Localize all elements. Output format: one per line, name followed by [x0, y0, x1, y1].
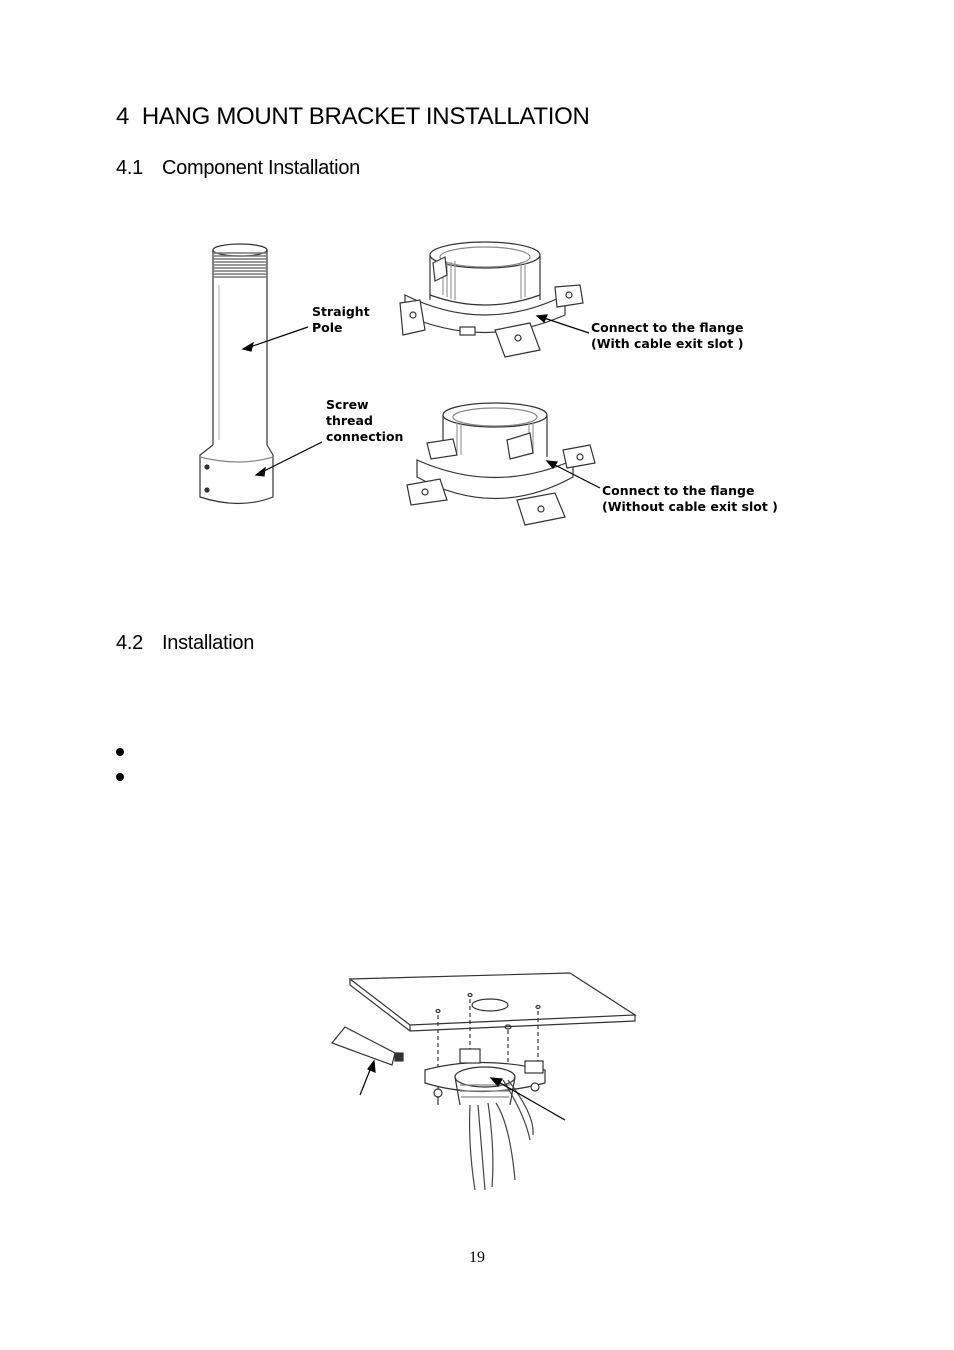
- section-title: Installation: [162, 632, 255, 654]
- glue-tube-drawing: [332, 1027, 403, 1065]
- flange-noslot-label: Connect to the flange (Without cable exit slot ): [602, 483, 778, 514]
- chapter-number: 4: [116, 103, 130, 130]
- installation-figure: [320, 965, 650, 1195]
- chapter-heading: [116, 103, 589, 131]
- section-title: Component Installation: [162, 157, 360, 179]
- flange-slot-label: Connect to the flange (With cable exit slot ): [591, 320, 744, 351]
- flange-with-slot-drawing: [400, 242, 583, 357]
- chapter-title: HANG MOUNT BRACKET INSTALLATION: [141, 103, 590, 130]
- section-number: 4.1: [116, 157, 143, 179]
- bullet-point: [116, 773, 124, 781]
- flange-without-slot-drawing: [407, 403, 595, 525]
- section-heading-installation: [116, 632, 254, 655]
- screw-thread-label: Screw thread connection: [326, 397, 404, 444]
- section-number: 4.2: [116, 632, 143, 654]
- straight-pole-label: Straight Pole: [312, 304, 370, 335]
- flange-drawing: [425, 1049, 545, 1105]
- straight-pole-drawing: [200, 244, 273, 504]
- page-number: 19: [469, 1249, 485, 1266]
- section-heading-component-installation: [116, 157, 360, 180]
- bullet-point: [116, 748, 124, 756]
